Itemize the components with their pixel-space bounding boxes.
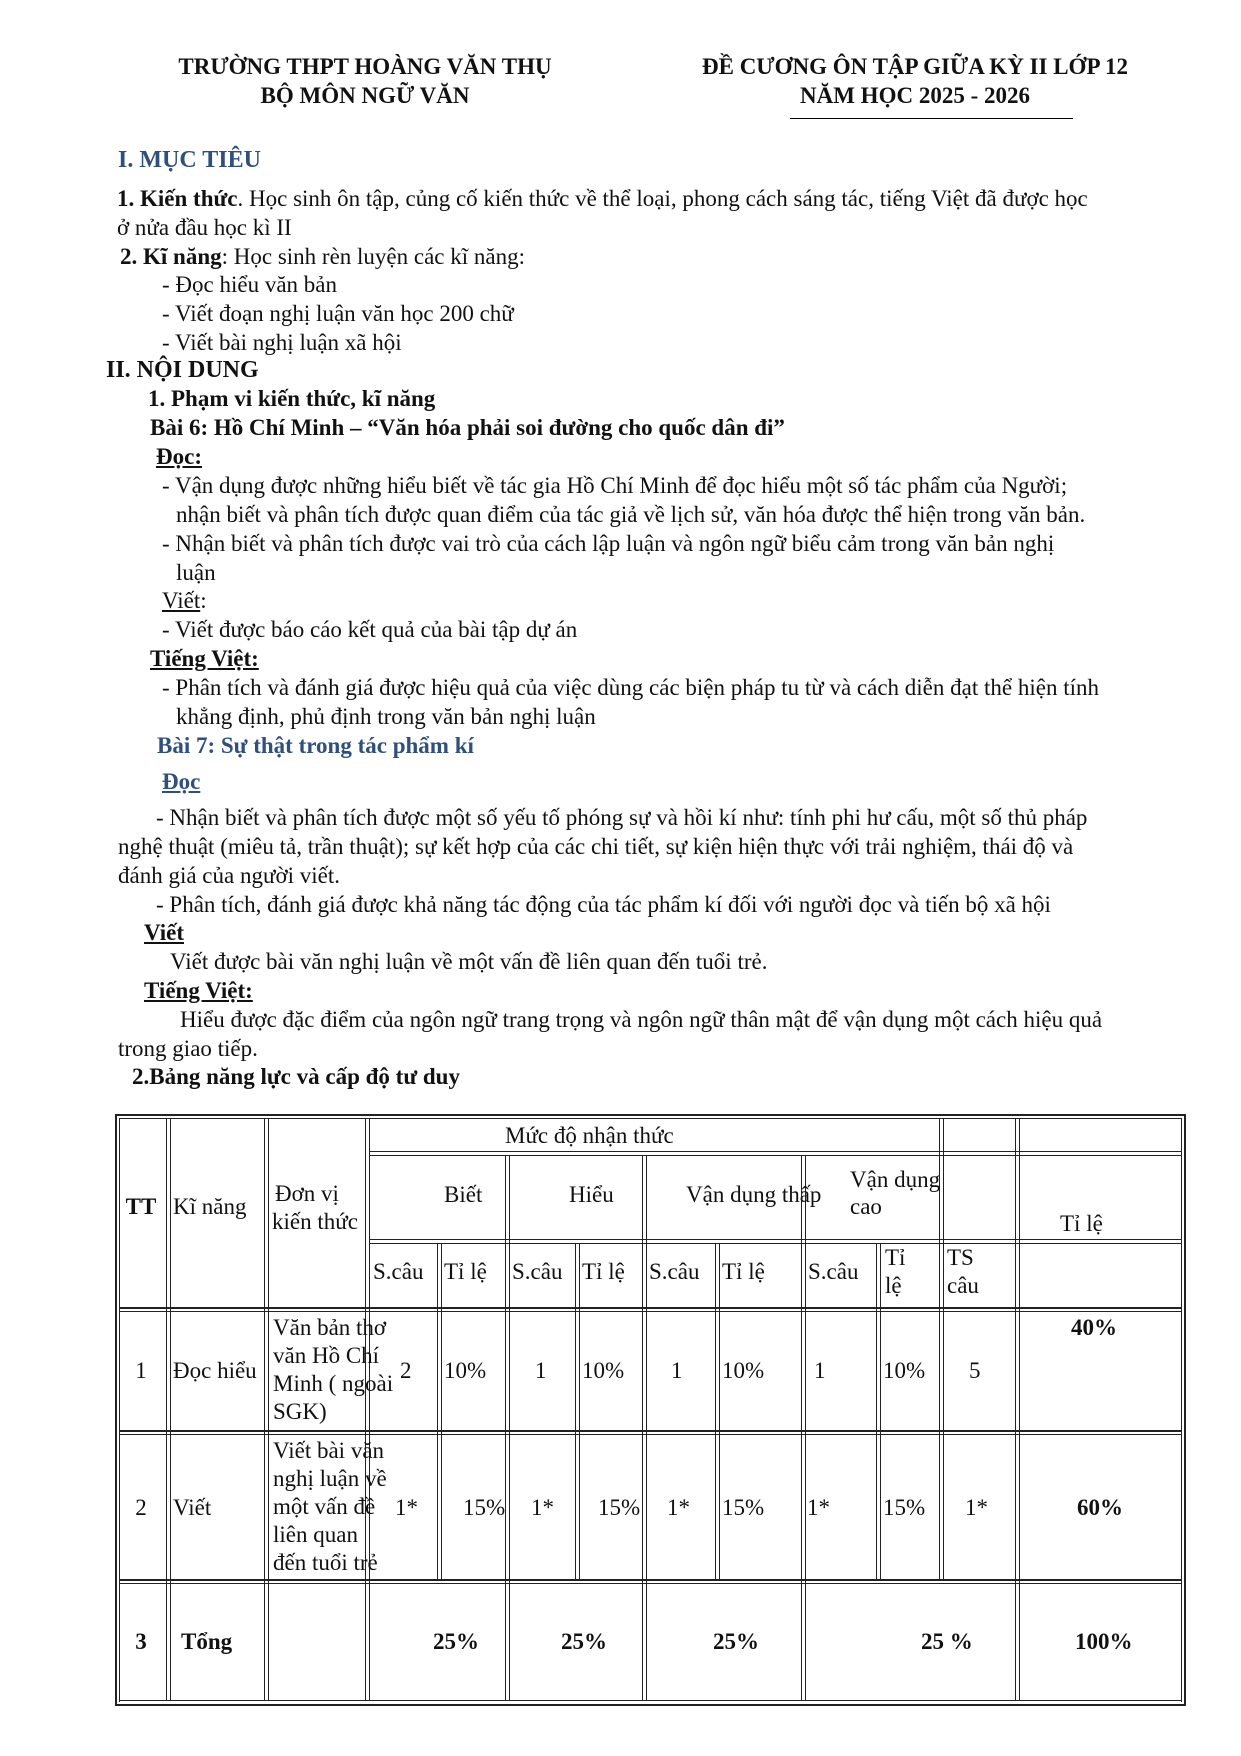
td-hieu-n: 1*	[531, 1495, 554, 1520]
td-biet-p: 15%	[463, 1495, 506, 1520]
lesson6-read-item: - Nhận biết và phân tích được vai trò của cách lập luận và ngôn ngữ biểu cảm trong văn bản nghị	[162, 531, 1055, 556]
th-biet: Biết	[444, 1182, 483, 1207]
lesson6-tv-item-cont: khẳng định, phủ định trong văn bản nghị luận	[176, 704, 596, 729]
lesson7-write-label: Viết	[144, 920, 185, 945]
lesson6-read-item-cont: nhận biết và phân tích được quan điểm của tác giả về lịch sử, văn hóa được thể hiện trong văn bản.	[176, 502, 1086, 527]
th-ts: TS	[947, 1245, 974, 1270]
th-vdc-le: lệ	[885, 1273, 902, 1298]
skills-label: 2. Kĩ năng	[120, 244, 222, 269]
td-biet-n: 2	[400, 1358, 412, 1383]
th-skill: Kĩ năng	[173, 1194, 247, 1219]
th-vdc-ti: Tỉ	[885, 1245, 906, 1270]
lesson7-read-item: - Nhận biết và phân tích được một số yếu tố phóng sự và hồi kí như: tính phi hư cấu, một số thủ pháp	[156, 805, 1088, 830]
td-vdc-n: 1*	[807, 1495, 830, 1520]
competency-table	[115, 1114, 1186, 1706]
skill-item: - Viết bài nghị luận xã hội	[162, 330, 402, 355]
td-unit-line: SGK)	[273, 1399, 327, 1424]
total-vdt: 25%	[713, 1629, 759, 1654]
department-name: BỘ MÔN NGỮ VĂN	[260, 83, 470, 108]
total-biet: 25%	[433, 1629, 479, 1654]
th-tt: TT	[125, 1194, 157, 1219]
total-vdc: 25 %	[921, 1629, 973, 1654]
lesson6-write-colon: :	[200, 588, 207, 613]
td-ts: 5	[969, 1358, 981, 1383]
td-biet-p: 10%	[444, 1358, 487, 1383]
th-vdc-2: cao	[850, 1194, 882, 1219]
th-unit-2: kiến thức	[272, 1209, 358, 1234]
th-ratio: Tỉ lệ	[1060, 1211, 1103, 1236]
td-skill: Đọc hiểu	[173, 1358, 257, 1383]
header-title-block	[655, 52, 1175, 110]
knowledge-text: . Học sinh ôn tập, củng cố kiến thức về thể loại, phong cách sáng tác, tiếng Việt đã được học	[237, 186, 1088, 211]
skills-text: : Học sinh rèn luyện các kĩ năng:	[221, 244, 526, 269]
lesson6-tv-item: - Phân tích và đánh giá được hiệu quả của việc dùng các biện pháp tu từ và cách diễn đạt thể hiện tính	[162, 675, 1099, 700]
header-divider	[790, 118, 1073, 119]
total-all: 100%	[1075, 1629, 1133, 1654]
td-vdc-p: 10%	[883, 1358, 926, 1383]
th-vdt: Vận dụng thấp	[686, 1182, 822, 1207]
th-hieu-tile: Tỉ lệ	[582, 1259, 625, 1284]
th-vdc: Vận dụng	[850, 1167, 941, 1192]
lesson7-title: Bài 7: Sự thật trong tác phẩm kí	[157, 733, 474, 758]
lesson7-read-item-cont: nghệ thuật (miêu tả, trần thuật); sự kết hợp của các chi tiết, sự kiện hiện thực với trải nghiệm, thái độ và	[118, 834, 1074, 859]
lesson7-tv-item-cont: trong giao tiếp.	[118, 1036, 258, 1061]
lesson7-write-item: Viết được bài văn nghị luận về một vấn đề liên quan đến tuổi trẻ.	[170, 949, 768, 974]
lesson6-write-item: - Viết được báo cáo kết quả của bài tập dự án	[162, 617, 578, 642]
td-unit-line: Viết bài văn	[273, 1438, 385, 1463]
skills-line	[120, 242, 525, 271]
th-hieu-scau: S.câu	[512, 1259, 563, 1284]
td-ratio: 40%	[1071, 1315, 1117, 1340]
td-skill: Viết	[173, 1495, 212, 1520]
knowledge-line-2: ở nửa đầu học kì II	[117, 215, 292, 240]
total-label: Tổng	[181, 1629, 233, 1654]
td-vdt-n: 1*	[667, 1495, 690, 1520]
th-unit: Đơn vị	[275, 1181, 339, 1206]
td-vdt-p: 15%	[722, 1495, 765, 1520]
school-name: TRƯỜNG THPT HOÀNG VĂN THỤ	[178, 54, 552, 79]
lesson7-read-label: Đọc	[162, 769, 201, 794]
lesson6-write-label: Viết	[162, 588, 201, 613]
td-unit-line: liên quan	[273, 1522, 358, 1547]
skill-item: - Đọc hiểu văn bản	[162, 272, 337, 297]
td-tt: 1	[135, 1358, 147, 1383]
lesson6-read-label: Đọc:	[156, 444, 202, 469]
td-tt: 2	[135, 1495, 147, 1520]
td-hieu-p: 10%	[582, 1358, 625, 1383]
lesson6-read-item: - Vận dụng được những hiểu biết về tác gia Hồ Chí Minh để đọc hiểu một số tác phẩm của Người;	[162, 473, 1068, 498]
lesson7-tv-label: Tiếng Việt:	[144, 978, 253, 1003]
lesson7-read-item: - Phân tích, đánh giá được khả năng tác động của tác phẩm kí đối với người đọc và tiến bộ xã hội	[156, 892, 1051, 917]
lesson7-read-item-cont: đánh giá của người viết.	[118, 863, 340, 888]
section-heading-objectives: I. MỤC TIÊU	[118, 147, 261, 173]
knowledge-label: 1. Kiến thức	[117, 186, 238, 211]
section-heading-content: II. NỘI DUNG	[106, 357, 259, 383]
subsection-scope: 1. Phạm vi kiến thức, kĩ năng	[148, 386, 436, 411]
td-unit-line: nghị luận về	[273, 1466, 387, 1491]
skill-item: - Viết đoạn nghị luận văn học 200 chữ	[162, 301, 514, 326]
th-level: Mức độ nhận thức	[505, 1123, 674, 1148]
total-tt: 3	[135, 1629, 147, 1654]
lesson6-title: Bài 6: Hồ Chí Minh – “Văn hóa phải soi đường cho quốc dân đi”	[150, 415, 785, 440]
knowledge-line	[117, 184, 1088, 213]
td-ratio: 60%	[1077, 1495, 1123, 1520]
td-unit-line: đến tuổi trẻ	[273, 1550, 378, 1575]
th-biet-scau: S.câu	[373, 1259, 424, 1284]
lesson6-tv-label: Tiếng Việt:	[150, 646, 259, 671]
th-biet-tile: Tỉ lệ	[444, 1259, 487, 1284]
td-vdc-n: 1	[814, 1358, 826, 1383]
th-hieu: Hiểu	[569, 1182, 614, 1207]
lesson6-write-label-line	[162, 586, 207, 615]
th-ts-2: câu	[947, 1273, 979, 1298]
td-unit-line: một vấn đề	[273, 1494, 376, 1519]
td-unit-line: Minh ( ngoài	[273, 1371, 394, 1396]
lesson7-tv-item: Hiểu được đặc điểm của ngôn ngữ trang trọng và ngôn ngữ thân mật để vận dụng một cách hiệu quả	[180, 1007, 1103, 1032]
th-vdc-scau: S.câu	[808, 1259, 859, 1284]
td-unit-line: Văn bản thơ	[273, 1315, 387, 1340]
document-title: ĐỀ CƯƠNG ÔN TẬP GIỮA KỲ II LỚP 12	[702, 54, 1128, 79]
td-unit-line: văn Hồ Chí	[273, 1343, 380, 1368]
td-vdt-p: 10%	[722, 1358, 765, 1383]
td-vdc-p: 15%	[883, 1495, 926, 1520]
td-hieu-p: 15%	[598, 1495, 641, 1520]
td-ts: 1*	[965, 1495, 988, 1520]
subsection-table-title: 2.Bảng năng lực và cấp độ tư duy	[132, 1064, 460, 1089]
th-vdt-scau: S.câu	[649, 1259, 700, 1284]
total-hieu: 25%	[561, 1629, 607, 1654]
header-school-block	[130, 52, 600, 110]
td-hieu-n: 1	[535, 1358, 547, 1383]
school-year: NĂM HỌC 2025 - 2026	[800, 83, 1030, 108]
th-vdt-tile: Tỉ lệ	[722, 1259, 765, 1284]
lesson6-read-item-cont: luận	[176, 560, 216, 585]
td-vdt-n: 1	[671, 1358, 683, 1383]
td-biet-n: 1*	[395, 1495, 418, 1520]
